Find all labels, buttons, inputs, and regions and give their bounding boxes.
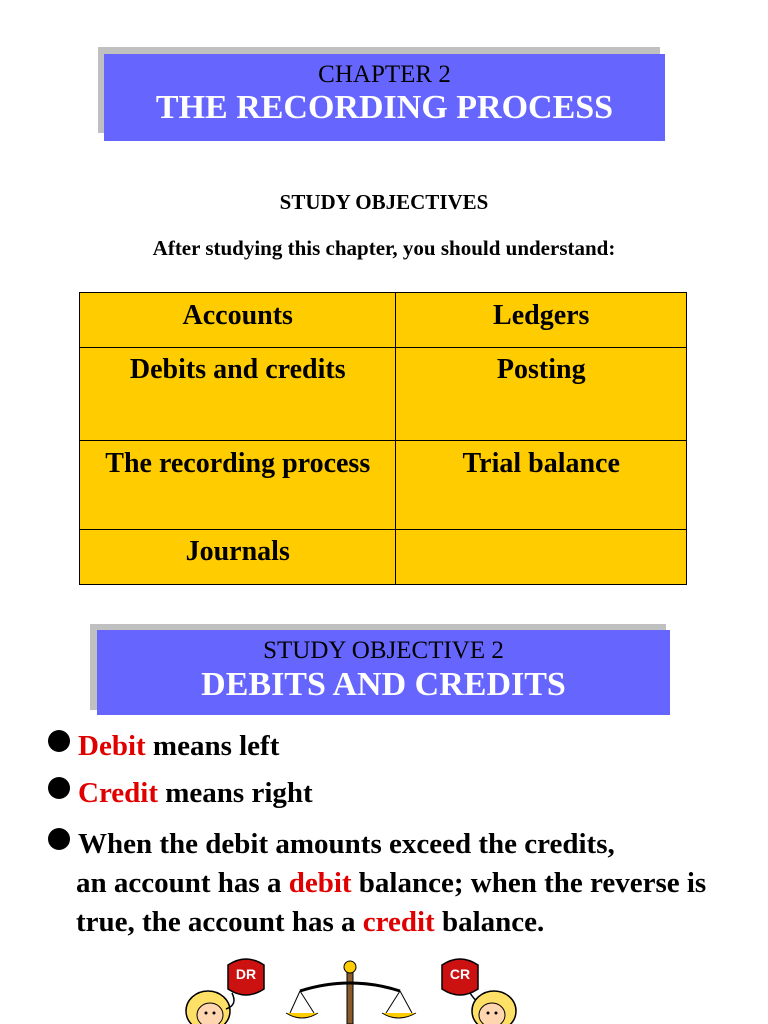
cr-tag: CR	[449, 966, 471, 982]
table-cell	[396, 530, 687, 585]
objective-banner	[97, 630, 670, 715]
bullet-text: balance.	[434, 906, 545, 938]
table-cell: Ledgers	[396, 293, 687, 348]
table-cell: Debits and credits	[80, 348, 396, 441]
bullet-text: balance; when the reverse is true, the account has a	[76, 867, 707, 938]
chapter-banner	[104, 54, 665, 141]
bullet-text: means left	[145, 730, 280, 762]
debit-term: debit	[288, 867, 352, 899]
credit-term: Credit	[78, 777, 159, 809]
bullet-dot-icon	[48, 777, 70, 799]
table-cell: Accounts	[80, 293, 396, 348]
study-objectives-heading: STUDY OBJECTIVES	[279, 190, 489, 214]
chapter-number: CHAPTER 2	[318, 61, 451, 88]
table-cell: Journals	[80, 530, 396, 585]
chapter-title: THE RECORDING PROCESS	[155, 89, 614, 126]
objectives-table	[79, 292, 687, 585]
debit-credit-scale-illustration	[180, 945, 520, 1024]
objective-title: DEBITS AND CREDITS	[201, 666, 566, 703]
right-figure-icon	[442, 959, 516, 1024]
bullet-dot-icon	[48, 828, 70, 850]
bullet-continuation	[48, 864, 728, 942]
bullet-text: means right	[158, 777, 313, 809]
objective-number: STUDY OBJECTIVE 2	[263, 637, 504, 664]
bullet-debit	[48, 730, 279, 763]
bullet-credit	[48, 777, 313, 810]
table-cell: The recording process	[80, 441, 396, 530]
debit-term: Debit	[78, 730, 146, 762]
table-row	[80, 441, 687, 530]
bullet-balance	[48, 825, 728, 942]
bullet-text: When the debit amounts exceed the credits,	[78, 828, 615, 860]
intro-text: After studying this chapter, you should understand:	[152, 236, 616, 260]
balance-scale-icon	[286, 961, 416, 1024]
table-row	[80, 348, 687, 441]
dr-tag: DR	[235, 966, 257, 982]
credit-term: credit	[362, 906, 435, 938]
table-cell: Posting	[396, 348, 687, 441]
table-row	[80, 293, 687, 348]
table-row	[80, 530, 687, 585]
left-figure-icon	[186, 959, 264, 1024]
bullet-dot-icon	[48, 730, 70, 752]
table-cell: Trial balance	[396, 441, 687, 530]
bullet-text: an account has a	[76, 867, 289, 899]
